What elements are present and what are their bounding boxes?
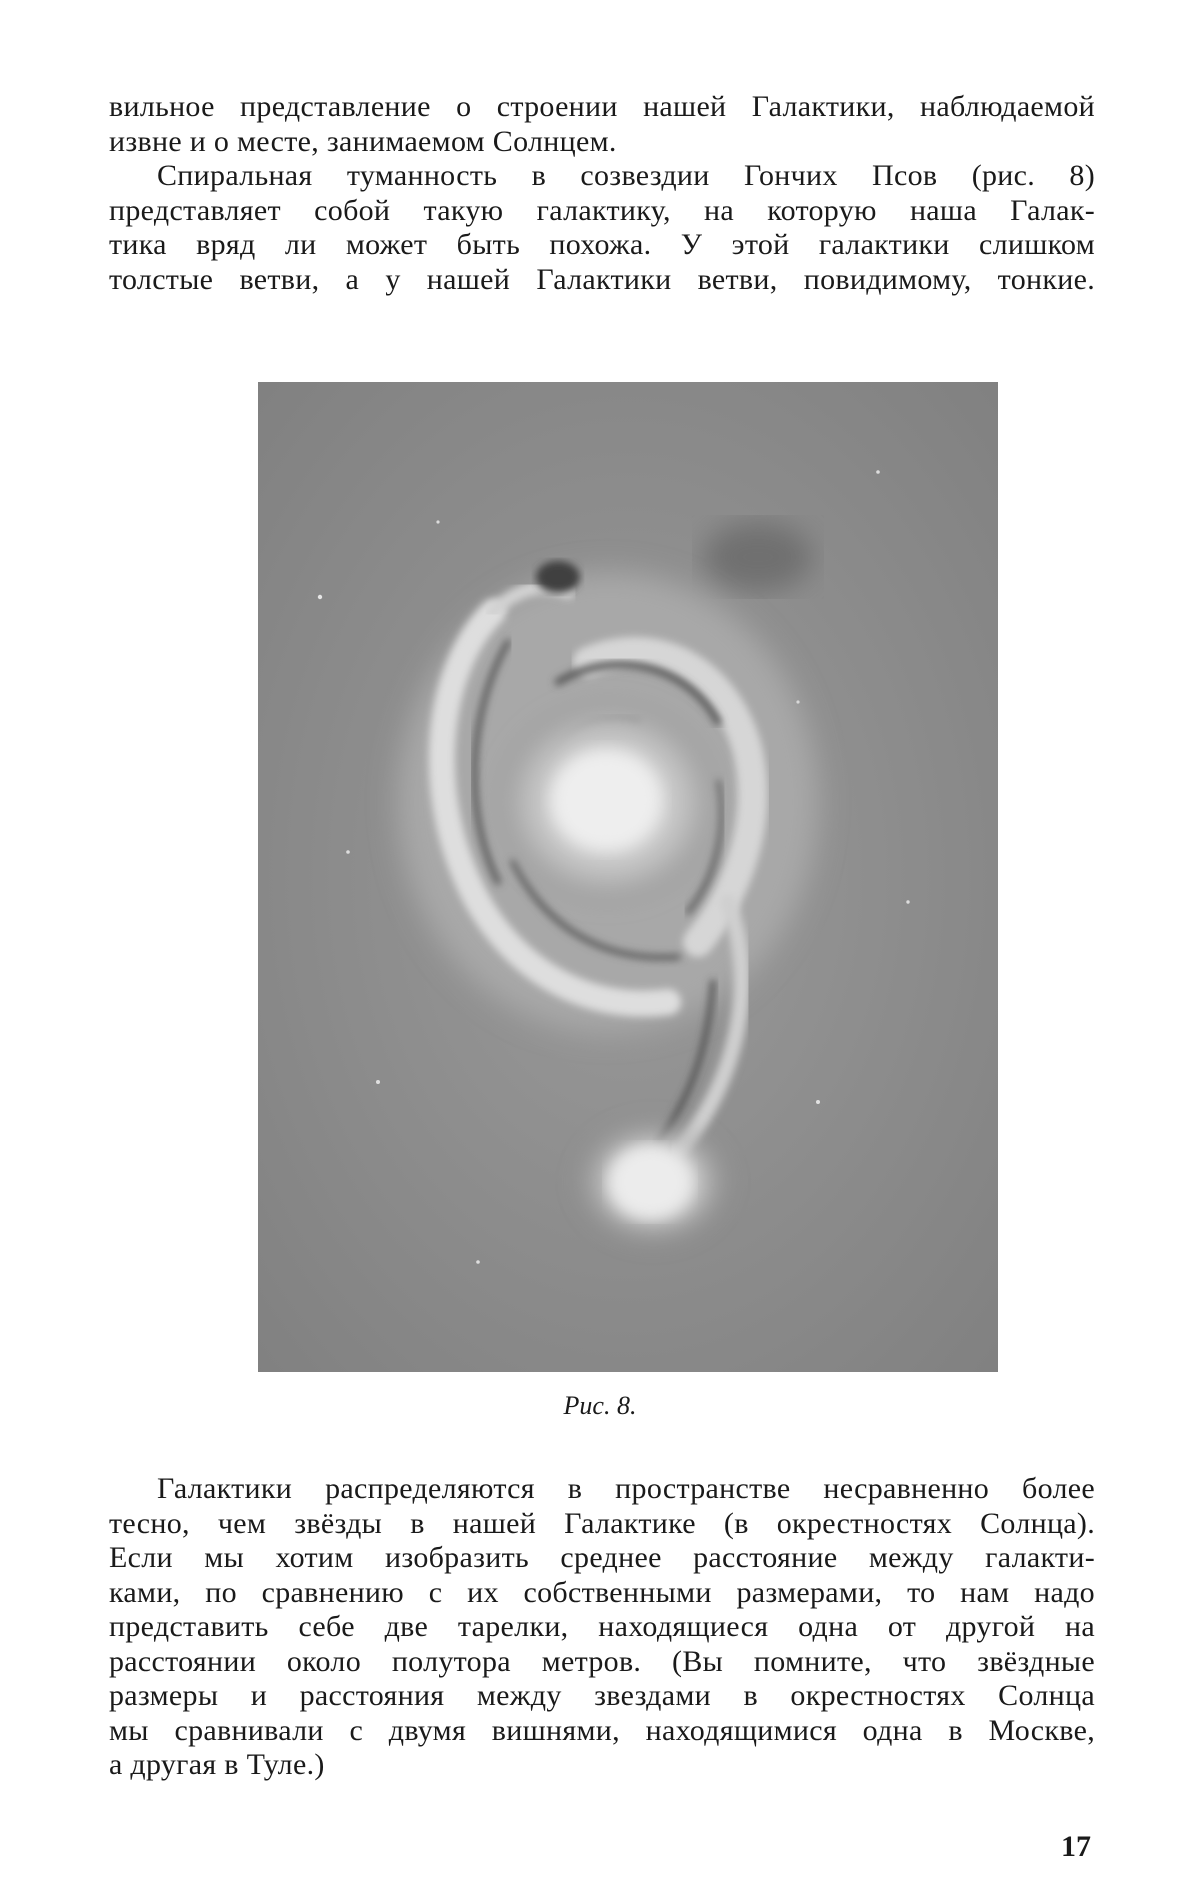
text-line: размеры и расстояния между звездами в окрестностях Солнца <box>109 1679 1095 1712</box>
text-line: Если мы хотим изобразить среднее расстояние между галакти- <box>109 1541 1095 1574</box>
top-text-block <box>109 90 1095 297</box>
text-line: расстоянии около полутора метров. (Вы помните, что звёздные <box>109 1644 1095 1678</box>
page-number: 17 <box>1061 1830 1091 1863</box>
text-line: Галактики распределяются в пространстве несравненно более <box>157 1472 1095 1505</box>
text-line: толстые ветви, а у нашей Галактики ветви, повидимому, тонкие. <box>109 262 1095 296</box>
text-line: а другая в Туле.) <box>109 1748 325 1781</box>
text-line: Спиральная туманность в созвездии Гончих Псов (рис. 8) <box>157 159 1095 192</box>
galaxy-photograph <box>258 382 998 1372</box>
figure-caption: Рис. 8. <box>563 1391 637 1420</box>
text-line: тика вряд ли может быть похожа. У этой галактики слишком <box>109 228 1095 261</box>
text-line: тесно, чем звёзды в нашей Галактике (в окрестностях Солнца). <box>109 1506 1095 1540</box>
text-line: ками, по сравнению с их собственными размерами, то нам надо <box>109 1575 1095 1609</box>
spiral-galaxy-image <box>258 382 998 1372</box>
text-line: мы сравнивали с двумя вишнями, находящимися одна в Москве, <box>109 1713 1095 1747</box>
text-line: представить себе две тарелки, находящиеся одна от другой на <box>109 1610 1095 1643</box>
bottom-text-block <box>109 1472 1095 1783</box>
text-line: вильное представление о строении нашей Галактики, наблюдаемой <box>109 90 1095 123</box>
text-line: извне и о месте, занимаемом Солнцем. <box>109 124 617 158</box>
text-line: представляет собой такую галактику, на которую наша Галак- <box>109 193 1095 227</box>
